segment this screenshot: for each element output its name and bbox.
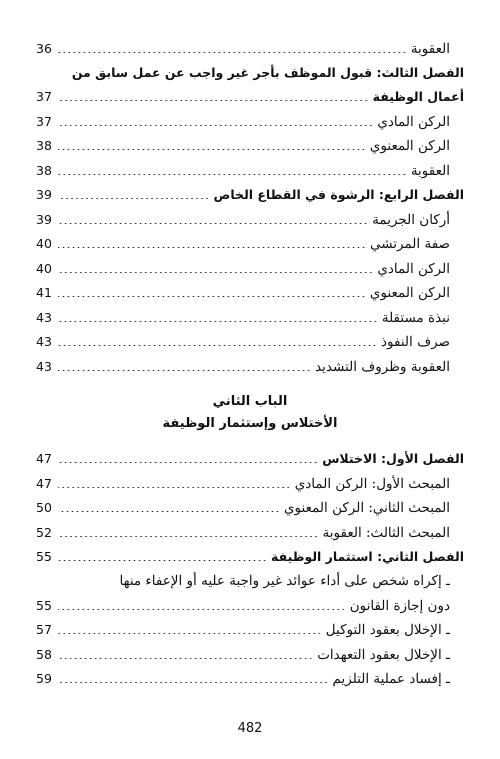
toc-page-number: 55 [36,597,52,613]
toc-entry-title: الركن المعنوي [369,138,450,154]
toc-entry [36,350,464,375]
toc-entry [36,516,464,541]
dot-leader [58,560,267,561]
dot-leader [58,174,407,175]
dot-leader [58,658,313,659]
toc-chapter [36,443,464,468]
toc-entry-title: المبحث الثاني: الركن المعنوي [283,500,450,516]
toc-entry-title: المبحث الأول: الركن المادي [294,475,450,492]
dot-leader [58,125,373,126]
toc-entry-title: العقوبة وظروف التشديد [315,358,450,375]
dot-leader [58,487,291,488]
toc-chapter [36,179,464,204]
toc-entry [36,228,464,253]
toc-page-number: 38 [36,162,52,178]
dot-leader [58,296,366,297]
toc-chapter [36,541,464,566]
dot-leader [58,345,377,346]
toc-entry-title: المبحث الثالث: العقوبة [322,524,450,541]
toc-page-number: 55 [36,549,52,564]
toc-chapter-heading: الفصل الثالث: قبول الموظف بأجر غير واجب عن عمل سابق من [71,64,464,80]
dot-leader [58,100,369,101]
toc-page-number: 50 [36,500,52,515]
dot-leader [58,682,329,683]
toc-page-number: 39 [36,187,52,202]
toc-entry-title: الركن المادي [377,113,450,130]
toc-section-b [36,443,464,688]
toc-entry-title: ـ الإخلال بعقود التوكيل [325,622,450,638]
dot-leader [58,370,311,371]
table-of-contents [36,32,464,687]
toc-entry [36,326,464,351]
toc-page-number: 36 [36,40,52,56]
toc-entry-title: ـ الإخلال بعقود التعهدات [317,646,450,663]
toc-entry-title: الفصل الثاني: استثمار الوظيفة [271,549,464,564]
toc-chapter [36,81,464,106]
toc-entry [36,105,464,130]
toc-entry [36,492,464,517]
toc-entry-title: دون إجازة القانون [349,597,450,614]
dot-leader [58,609,346,610]
dot-leader [58,247,366,248]
toc-entry [36,467,464,492]
toc-page-number: 40 [36,260,52,276]
dot-leader [58,321,378,322]
toc-entry-title: صفة المرتشي [370,236,450,252]
dot-leader [58,223,368,224]
dot-leader [58,52,407,53]
toc-entry [36,252,464,277]
dot-leader [58,272,373,273]
toc-page-number: 58 [36,646,52,662]
toc-section-a [36,32,464,375]
toc-page-number: 47 [36,475,52,491]
toc-page-number: 40 [36,236,52,251]
toc-entry-title: نبذة مستقلة [381,309,450,326]
toc-entry [36,614,464,639]
toc-page-number: 38 [36,138,52,153]
dot-leader [58,198,210,199]
part-subtitle: الأختلاس وإستثمار الوظيفة [162,415,338,431]
toc-page-number: 57 [36,622,52,637]
toc-entry-title: أعمال الوظيفة [372,89,464,104]
toc-entry [36,301,464,326]
toc-entry-title: الركن المعنوي [369,285,450,301]
toc-entry [36,32,464,57]
dot-leader [58,511,280,512]
toc-entry-title: ـ إفساد عملية التلزيم [332,671,450,687]
toc-page-number: 39 [36,211,52,227]
part-title: الباب الثاني [212,393,288,409]
toc-entry-title: الفصل الرابع: الرشوة في القطاع الخاص [213,187,464,202]
toc-page-number: 37 [36,89,52,104]
dot-leader [58,536,319,537]
dot-leader [58,462,318,463]
toc-entry [36,130,464,155]
toc-page-number: 43 [36,334,52,349]
toc-entry-title: صرف النفوذ [381,334,450,350]
toc-entry [36,638,464,663]
toc-page-number: 59 [36,671,52,686]
toc-page-number: 47 [36,451,52,466]
toc-entry [36,154,464,179]
toc-entry [36,277,464,302]
page-number: 482 [237,721,263,736]
toc-page-number: 52 [36,524,52,540]
toc-entry [36,663,464,688]
toc-entry-title: أركان الجريمة [372,211,450,228]
toc-entry [36,589,464,614]
spacer [36,375,464,393]
toc-entry-text: ـ إكراه شخص على أداء عوائد غير واجبة عليه أو الإعفاء منها [119,573,450,589]
toc-page-number: 43 [36,309,52,325]
toc-entry-title: الفصل الأول: الاختلاس [322,451,464,466]
toc-entry-title: العقوبة [410,40,450,57]
toc-entry-title: الركن المادي [377,260,450,277]
dot-leader [58,633,322,634]
toc-page-number: 43 [36,358,52,374]
toc-page-number: 37 [36,113,52,129]
toc-page-number: 41 [36,285,52,300]
toc-entry [36,203,464,228]
dot-leader [58,149,366,150]
toc-entry-title: العقوبة [410,162,450,179]
